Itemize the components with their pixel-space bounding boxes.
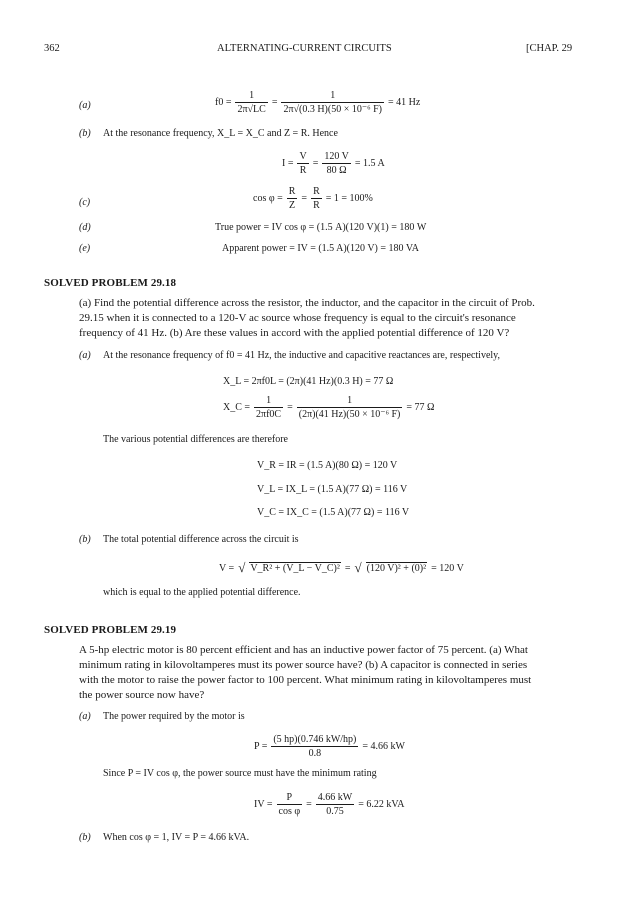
equals: = [301,193,308,204]
fraction [277,792,303,817]
equals: = [344,562,351,574]
label-b: (b) [79,534,91,545]
fraction [271,734,358,759]
fraction [311,186,322,211]
label-a: (a) [79,100,91,111]
fraction [322,151,351,176]
f0-lhs: f0 = [215,97,232,108]
a-text: At the resonance frequency of f0 = 41 Hz, the inductive and capacitive reactances are, respectively, [103,350,501,361]
vc-equation: V_C = IX_C = (1.5 A)(77 Ω) = 116 V [257,507,410,518]
problem-statement-line: 29.15 when it is connected to a 120-V ac source whose frequency is equal to the circuit's resonance [79,312,516,324]
equation-f0 [215,90,420,115]
label-d: (d) [79,222,91,233]
total-voltage-equation [219,560,464,576]
denominator: 80 Ω [322,163,351,176]
label-a: (a) [79,350,91,361]
denominator: 2π√LC [237,104,266,115]
denominator: R [313,200,320,211]
problem-statement-line: minimum rating in kilovoltamperes must its power source have? (b) A capacitor is connected in series [79,659,528,671]
numerator: 1 [347,395,353,406]
lhs: P = [254,741,268,752]
b-text: The total potential difference across the circuit is [103,534,299,545]
fraction [287,186,298,211]
running-title: ALTERNATING-CURRENT CIRCUITS [217,43,392,54]
sqrt-sign: √ [354,560,362,575]
numerator: (5 hp)(0.746 kW/hp) [273,734,357,745]
fraction [235,90,267,115]
denominator: Z [287,198,298,211]
problem-statement-line: the power source now have? [79,689,205,701]
denominator: 2π√(0.3 H)(50 × 10⁻⁶ F) [283,104,382,115]
numerator: 1 [249,90,255,101]
problem-29-18-heading: SOLVED PROBLEM 29.18 [44,277,177,289]
problem-29-19-heading: SOLVED PROBLEM 29.19 [44,624,177,636]
equals: = [312,158,319,169]
result: = 1 = 100% [325,193,373,204]
problem-statement-line: frequency of 41 Hz. (b) Are these values in accord with the applied potential difference of 120 V? [79,327,510,339]
radicand: (120 V)² + (0)² [366,563,427,574]
equation-power-factor [253,186,373,211]
label-b: (b) [79,128,91,139]
denominator: (2π)(41 Hz)(50 × 10⁻⁶ F) [298,409,401,420]
label-a: (a) [79,711,91,722]
result: = 4.66 kW [362,741,405,752]
numerator: 120 V [324,151,349,162]
problem-statement-line: with the motor to raise the power factor to 100 percent. What minimum rating in kilovoltamperes must [79,674,532,686]
denominator: 0.75 [316,804,354,817]
xc-equation [223,395,434,420]
lhs: cos φ = [253,193,283,204]
lhs: I = [282,158,294,169]
various-text: The various potential differences are therefore [103,434,288,445]
fraction [297,395,403,420]
equals: = [287,402,293,413]
since-text: Since P = IV cos φ, the power source must have the minimum rating [103,768,377,779]
a-text: The power required by the motor is [103,711,245,722]
label-e: (e) [79,243,91,254]
power-equation [254,734,405,759]
apparent-power-equation: Apparent power = IV = (1.5 A)(120 V) = 180 VA [222,243,419,254]
radicand: V_R² + (V_L − V_C)² [250,563,340,574]
denominator: 0.8 [271,746,358,759]
true-power-equation: True power = IV cos φ = (1.5 A)(120 V)(1) = 180 W [215,222,427,233]
numerator: 4.66 kW [317,792,353,803]
fraction [254,395,283,420]
page-number: 362 [44,43,60,54]
fraction [316,792,354,817]
xl-equation: X_L = 2πf0L = (2π)(41 Hz)(0.3 H) = 77 Ω [223,376,394,387]
fraction [297,151,308,176]
denominator: cos φ [278,806,301,817]
equation-current [282,151,385,176]
result: = 120 V [431,562,464,574]
problem-statement-line: (a) Find the potential difference across the resistor, the inductor, and the capacitor in the circuit of Prob. [79,297,535,309]
vl-equation: V_L = IX_L = (1.5 A)(77 Ω) = 116 V [257,484,408,495]
label-c: (c) [79,197,91,208]
numerator: V [299,151,307,162]
vr-equation: V_R = IR = (1.5 A)(80 Ω) = 120 V [257,460,398,471]
equals: = [306,799,312,810]
denominator: R [297,163,308,176]
result: = 6.22 kVA [358,799,405,810]
lhs: IV = [254,799,273,810]
rating-equation [254,792,405,817]
numerator: R [288,186,296,197]
numerator: 1 [266,395,272,406]
result: = 41 Hz [388,97,421,108]
sqrt-sign: √ [238,560,246,575]
numerator: P [286,792,293,803]
result: = 1.5 A [354,158,385,169]
lhs: X_C = [223,402,251,413]
numerator: R [313,186,320,197]
which-text: which is equal to the applied potential difference. [103,587,301,598]
chapter-tag: [CHAP. 29 [526,43,573,54]
problem-statement-line: A 5-hp electric motor is 80 percent efficient and has an inductive power factor of 75 percent. (a) What [79,644,528,656]
equals: = [271,97,278,108]
label-b: (b) [79,832,91,843]
lhs: V = [219,562,235,574]
b-text: When cos φ = 1, IV = P = 4.66 kVA. [103,832,250,843]
result: = 77 Ω [406,402,435,413]
b-text: At the resonance frequency, X_L = X_C and Z = R. Hence [103,128,338,139]
denominator: 2πf0C [256,409,282,420]
fraction [281,90,384,115]
numerator: 1 [330,90,336,101]
